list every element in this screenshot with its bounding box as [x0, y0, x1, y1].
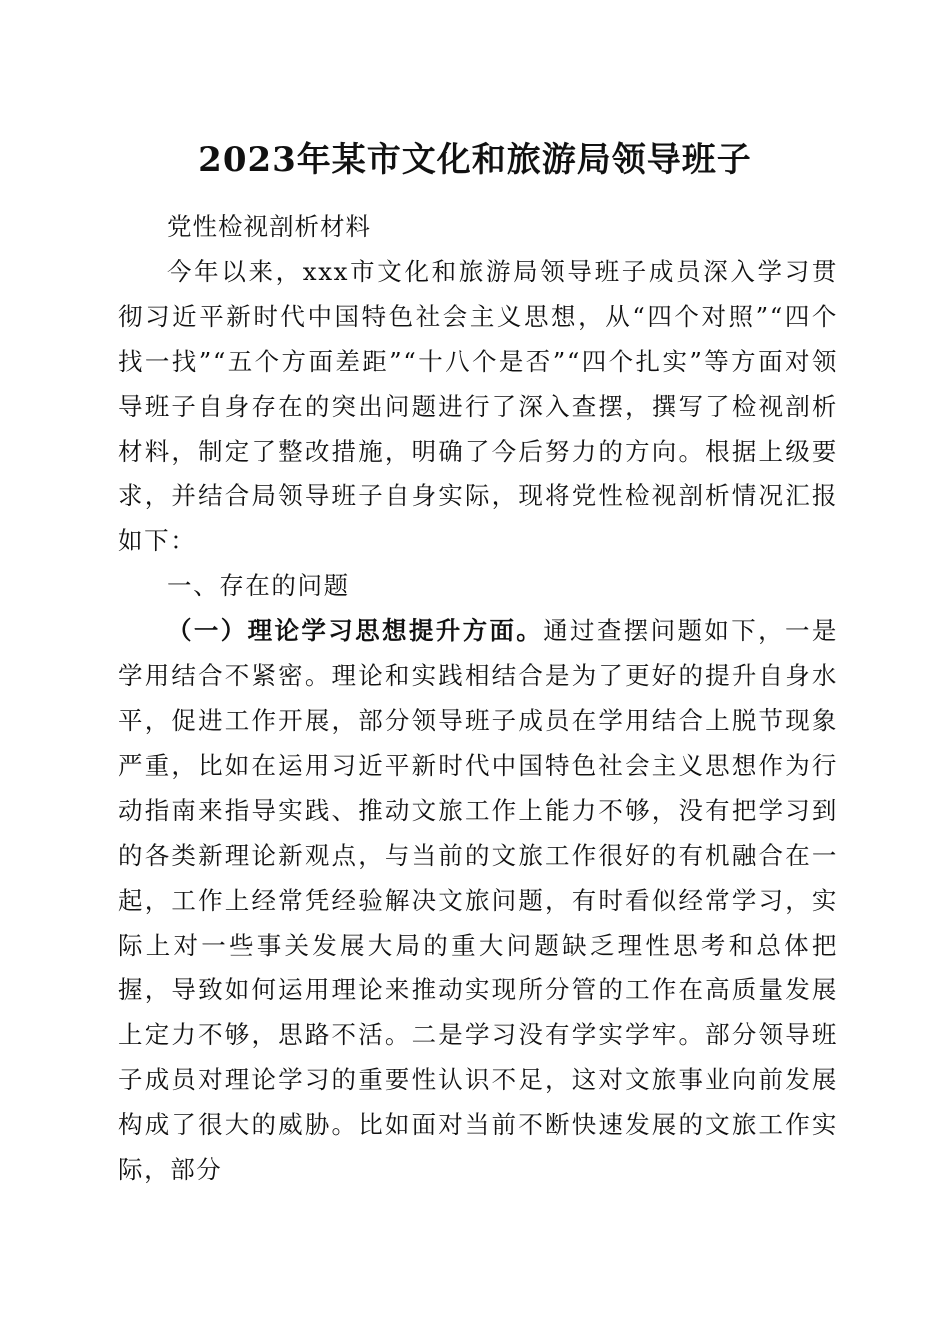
section-heading: 一、存在的问题 — [167, 571, 350, 601]
intro-paragraph: 今年以来，xxx市文化和旅游局领导班子成员深入学习贯彻习近平新时代中国特色社会主义思想，从“四个对照”“四个找一找”“五个方面差距”“十八个是否”“四个扎实”等方面对领导班子自身存在的突出问题进行了深入查摆，撰写了检视剖析材料，制定了整改措施，明确了今后努力的方向。根据上级要求，并结合局领导班子自身实际，现将党性检视剖析情况汇报如下： — [118, 256, 838, 556]
document-subtitle: 党性检视剖析材料 — [167, 212, 371, 241]
section1-paragraph — [118, 609, 838, 1193]
document-body — [118, 205, 838, 1193]
section1-lead: （一）理论学习思想提升方面。 — [167, 616, 544, 646]
section1-body: 通过查摆问题如下，一是学用结合不紧密。理论和实践相结合是为了更好的提升自身水平，促进工作开展，部分领导班子成员在学用结合上脱节现象严重，比如在运用习近平新时代中国特色社会主义思想作为行动指南来指导实践、推动文旅工作上能力不够，没有把学习到的各类新理论新观点，与当前的文旅工作很好的有机融合在一起，工作上经常凭经验解决文旅问题，有时看似经常学习，实际上对一些事关发展大局的重大问题缺乏理性思考和总体把握，导致如何运用理论来推动实现所分管的工作在高质量发展上定力不够，思路不活。二是学习没有学实学牢。部分领导班子成员对理论学习的重要性认识不足，这对文旅事业向前发展构成了很大的威胁。比如面对当前不断快速发展的文旅工作实际，部分 — [118, 616, 838, 1185]
document-title: 2023年某市文化和旅游局领导班子 — [198, 140, 752, 180]
